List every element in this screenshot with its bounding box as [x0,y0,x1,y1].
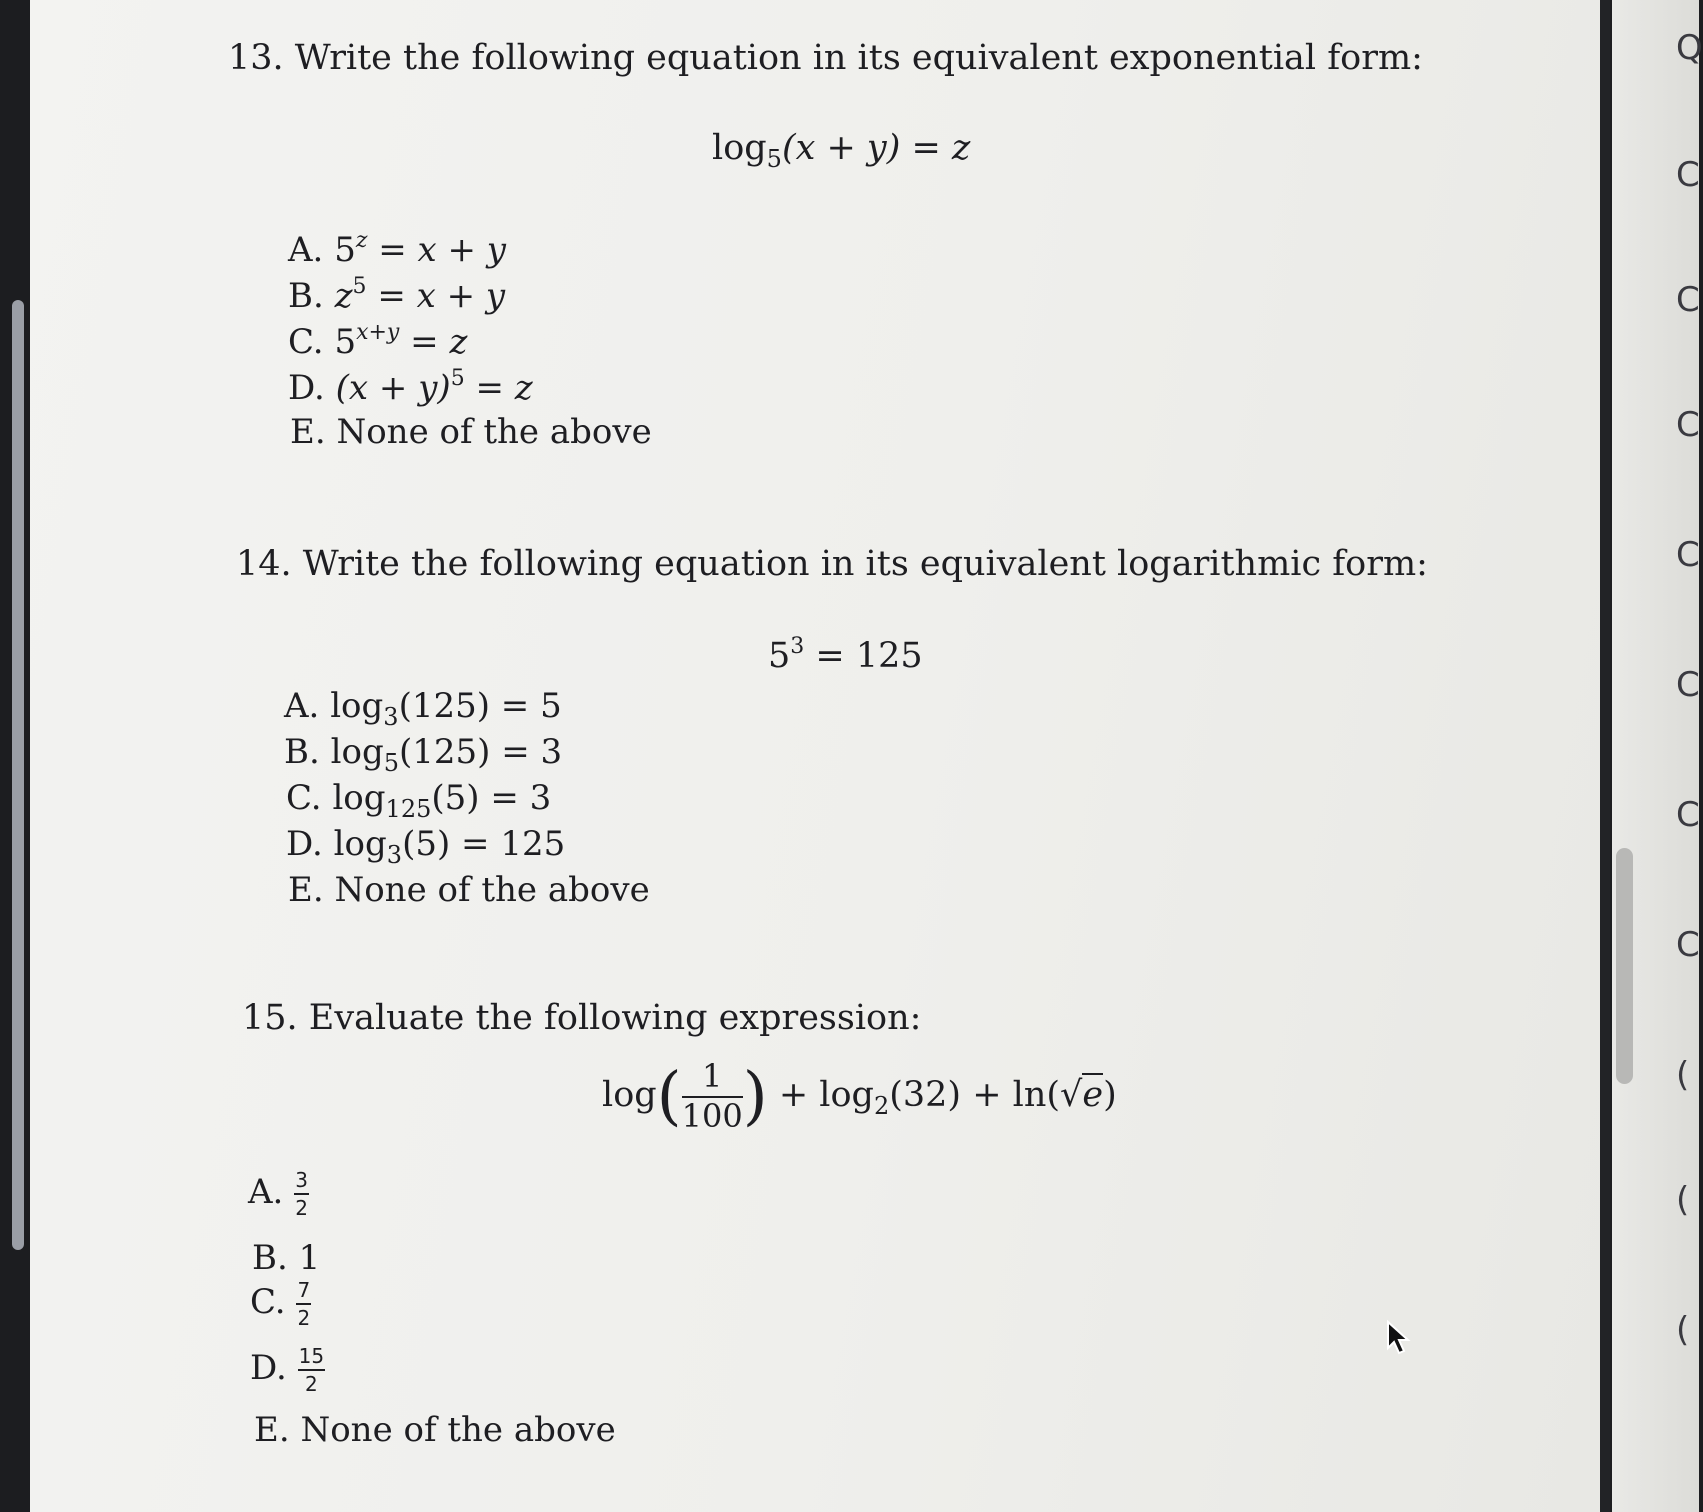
side-glyph: C [1676,925,1700,965]
right-side-panel [1612,0,1699,1512]
option-15-e[interactable]: E. None of the above [254,1410,616,1450]
option-13-e[interactable]: E. None of the above [290,412,652,452]
option-15-a[interactable]: A. $\frac{3}{2}$ [248,1168,308,1220]
option-14-e[interactable]: E. None of the above [288,870,650,910]
question-13-title: 13. Write the following equation in its equivalent exponential form: [228,38,1423,78]
side-glyph: C [1676,665,1700,705]
side-glyph: C [1676,405,1700,445]
scroll-thumb[interactable] [1616,848,1633,1084]
side-glyph: ( [1676,1180,1690,1220]
option-15-d[interactable]: D. $\frac{15}{2}$ [250,1344,325,1396]
option-14-b[interactable]: B. $\log_5(125) = 3$ [284,732,563,777]
option-14-c[interactable]: C. $\log_{125}(5) = 3$ [286,778,552,823]
window-divider [1600,0,1610,1512]
option-13-d[interactable]: D. $(x + y)^5 = z$ [288,366,533,408]
question-15-title: 15. Evaluate the following expression: [242,998,922,1038]
side-glyph: C [1676,155,1700,195]
side-glyph: C [1676,535,1700,575]
option-13-a[interactable]: A. $5^z = x + y$ [288,228,507,270]
question-14-title: 14. Write the following equation in its equivalent logarithmic form: [236,544,1428,584]
option-15-b[interactable]: B. 1 [252,1238,321,1278]
question-14-equation: $5^3 = 125$ [768,634,923,676]
side-glyph: ( [1676,1310,1690,1350]
expression-fraction: $\frac{1}{100}$ [681,1057,743,1135]
side-glyph: C [1676,280,1700,320]
side-glyph: Q [1676,28,1703,68]
question-13-equation: $\log_5(x + y) = z$ [712,128,971,173]
question-15-expression: log( $\frac{1}{100}$ ) + $\log_2(32) + \ln(√e)$ [602,1057,1117,1135]
option-15-c[interactable]: C. $\frac{7}{2}$ [250,1278,311,1330]
left-scrollbar[interactable] [12,300,24,1250]
mouse-pointer-icon [1386,1320,1412,1356]
option-13-b[interactable]: B. $z^5 = x + y$ [288,274,506,316]
option-13-c[interactable]: C. $5^{x+y} = z$ [288,320,468,362]
side-glyph: C [1676,795,1700,835]
option-14-a[interactable]: A. $\log_3(125) = 5$ [284,686,562,731]
side-glyph: ( [1676,1055,1690,1095]
option-14-d[interactable]: D. $\log_3(5) = 125$ [286,824,566,869]
